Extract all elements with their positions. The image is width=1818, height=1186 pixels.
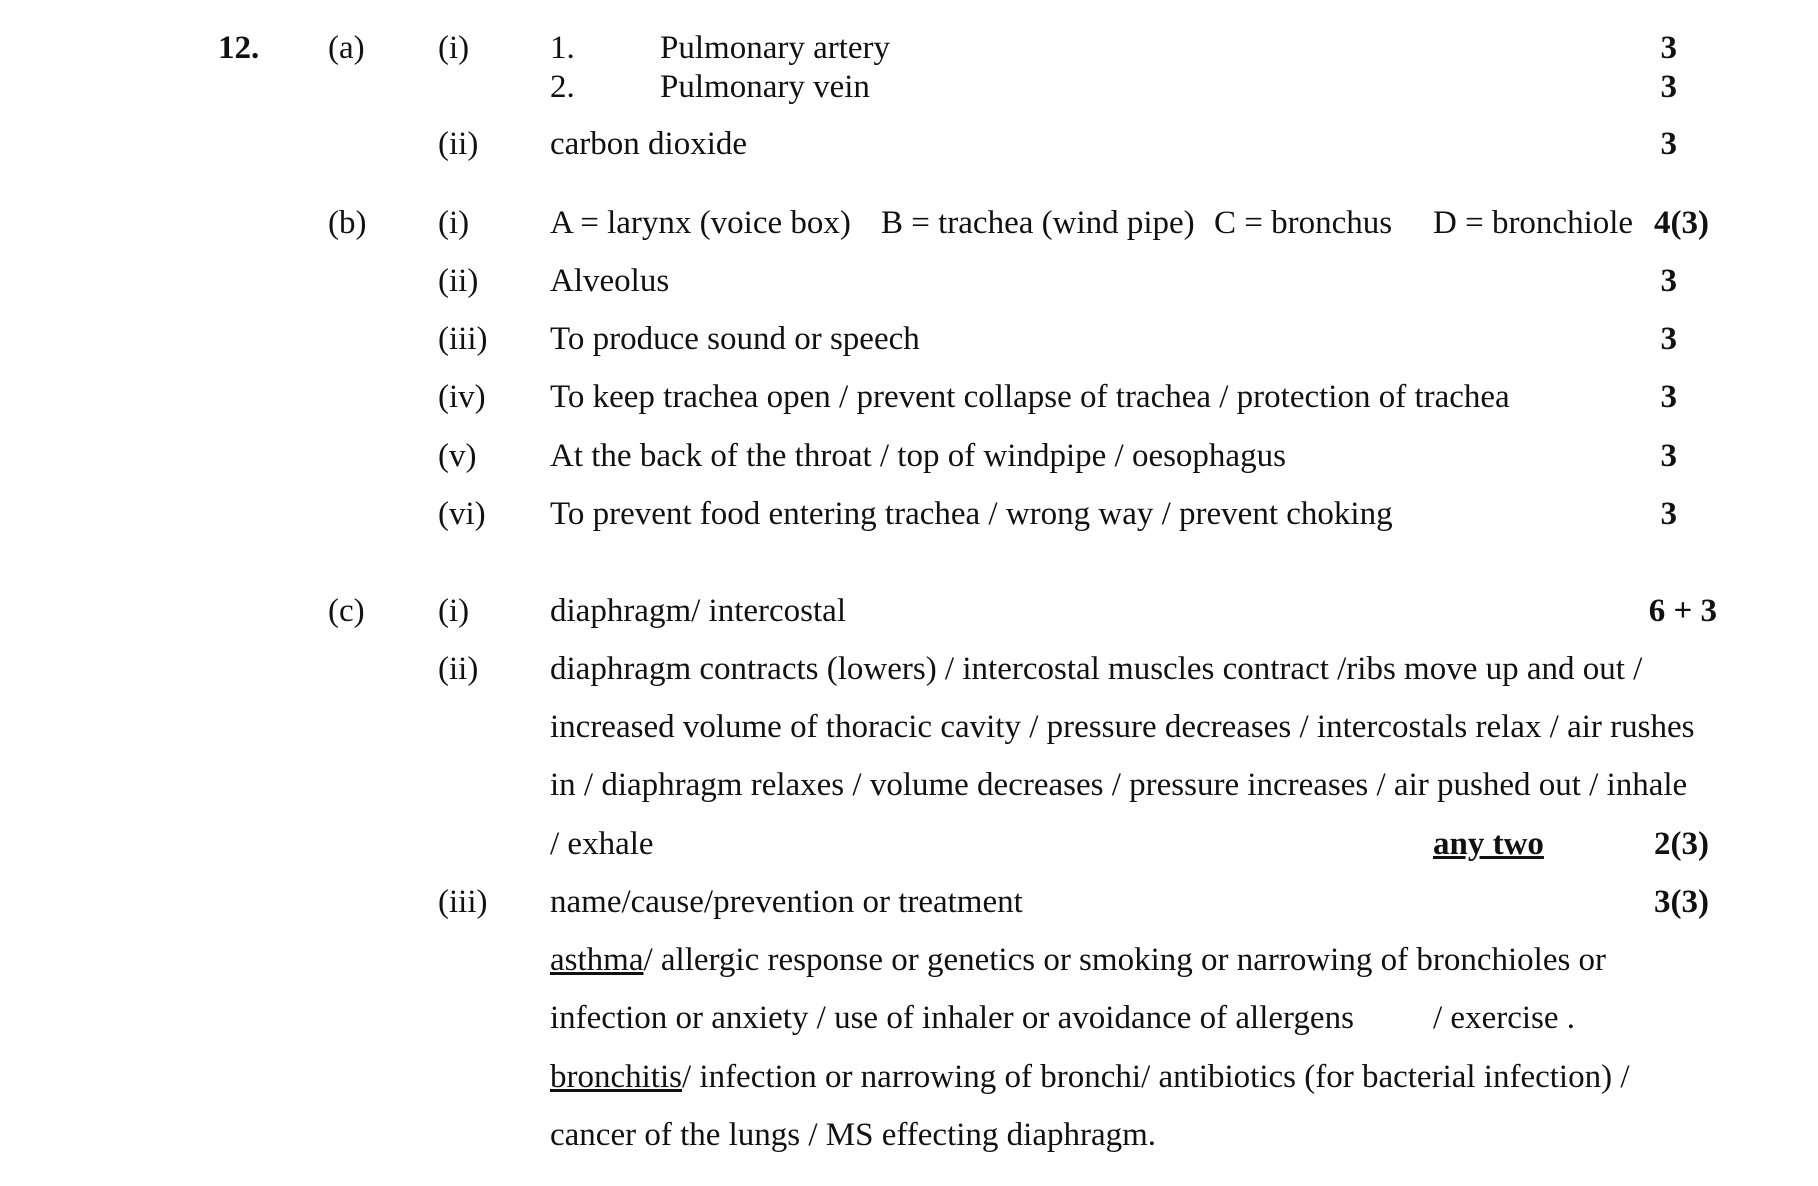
asthma-description: / allergic response or genetics or smoking or narrowing of bronchioles or bbox=[643, 942, 1607, 978]
part-a-label: (a) bbox=[328, 30, 365, 66]
part-b-vi-label: (vi) bbox=[438, 496, 486, 532]
asthma-term: asthma bbox=[550, 942, 644, 978]
part-b-iv-marks: 3 bbox=[1660, 379, 1677, 415]
part-c-iii-heading: name/cause/prevention or treatment bbox=[550, 884, 1023, 920]
part-a-ii-text: carbon dioxide bbox=[550, 126, 748, 162]
part-a-i-item2-marks: 3 bbox=[1660, 69, 1677, 105]
part-b-i-answer-a: A = larynx (voice box) bbox=[550, 205, 851, 241]
part-c-i-label: (i) bbox=[438, 593, 470, 629]
part-b-ii-label: (ii) bbox=[438, 263, 479, 299]
part-c-ii-note: any two bbox=[1433, 826, 1544, 862]
part-b-iv-text: To keep trachea open / prevent collapse of trachea / protection of trachea bbox=[550, 379, 1510, 415]
bronchitis-description: / infection or narrowing of bronchi/ antibiotics (for bacterial infection) / bbox=[681, 1059, 1630, 1095]
part-b-vi-marks: 3 bbox=[1660, 496, 1677, 532]
part-a-ii-label: (ii) bbox=[438, 126, 479, 162]
part-c-ii-line1: diaphragm contracts (lowers) / intercostal muscles contract /ribs move up and out / bbox=[550, 651, 1643, 687]
part-b-i-answer-d: D = bronchiole bbox=[1433, 205, 1634, 241]
part-c-ii-line4: / exhale bbox=[550, 826, 654, 862]
part-c-iii-asthma-line2-exercise: / exercise . bbox=[1433, 1000, 1576, 1036]
part-b-i-marks: 4(3) bbox=[1654, 205, 1709, 241]
part-b-v-marks: 3 bbox=[1660, 438, 1677, 474]
part-b-iii-marks: 3 bbox=[1660, 321, 1677, 357]
part-a-i-item2-text: Pulmonary vein bbox=[660, 69, 870, 105]
part-c-label: (c) bbox=[328, 593, 365, 629]
part-c-iii-bronchitis-line1 bbox=[550, 1061, 1630, 1094]
part-b-iii-text: To produce sound or speech bbox=[550, 321, 920, 357]
part-c-iii-bronchitis-line2: cancer of the lungs / MS effecting diaphragm. bbox=[550, 1117, 1157, 1153]
part-a-i-label: (i) bbox=[438, 30, 470, 66]
part-b-v-label: (v) bbox=[438, 438, 477, 474]
part-c-iii-asthma-line2: infection or anxiety / use of inhaler or avoidance of allergens bbox=[550, 1000, 1354, 1036]
part-a-i-item1-text: Pulmonary artery bbox=[660, 30, 891, 66]
part-b-v-text: At the back of the throat / top of windpipe / oesophagus bbox=[550, 438, 1286, 474]
question-number: 12. bbox=[218, 30, 260, 66]
part-b-ii-marks: 3 bbox=[1660, 263, 1677, 299]
part-b-vi-text: To prevent food entering trachea / wrong way / prevent choking bbox=[550, 496, 1393, 532]
part-c-iii-marks: 3(3) bbox=[1654, 884, 1709, 920]
part-b-label: (b) bbox=[328, 205, 367, 241]
part-a-i-item2-number: 2. bbox=[550, 69, 575, 105]
part-c-ii-label: (ii) bbox=[438, 651, 479, 687]
part-b-ii-text: Alveolus bbox=[550, 263, 670, 299]
part-b-i-answer-c: C = bronchus bbox=[1214, 205, 1393, 241]
part-c-ii-line3: in / diaphragm relaxes / volume decreases / pressure increases / air pushed out / inhale bbox=[550, 767, 1688, 803]
part-b-iv-label: (iv) bbox=[438, 379, 486, 415]
part-b-i-label: (i) bbox=[438, 205, 470, 241]
part-b-iii-label: (iii) bbox=[438, 321, 488, 357]
part-c-i-marks: 6 + 3 bbox=[1648, 593, 1717, 629]
part-c-iii-label: (iii) bbox=[438, 884, 488, 920]
part-a-i-item1-marks: 3 bbox=[1660, 30, 1677, 66]
part-a-ii-marks: 3 bbox=[1660, 126, 1677, 162]
part-c-i-text: diaphragm/ intercostal bbox=[550, 593, 846, 629]
part-b-i-answer-b: B = trachea (wind pipe) bbox=[881, 205, 1195, 241]
part-c-iii-asthma-line1 bbox=[550, 944, 1606, 977]
part-a-i-item1-number: 1. bbox=[550, 30, 575, 66]
part-c-ii-marks: 2(3) bbox=[1654, 826, 1709, 862]
part-c-ii-line2: increased volume of thoracic cavity / pressure decreases / intercostals relax / air rushes bbox=[550, 709, 1695, 745]
bronchitis-term: bronchitis bbox=[550, 1059, 682, 1095]
